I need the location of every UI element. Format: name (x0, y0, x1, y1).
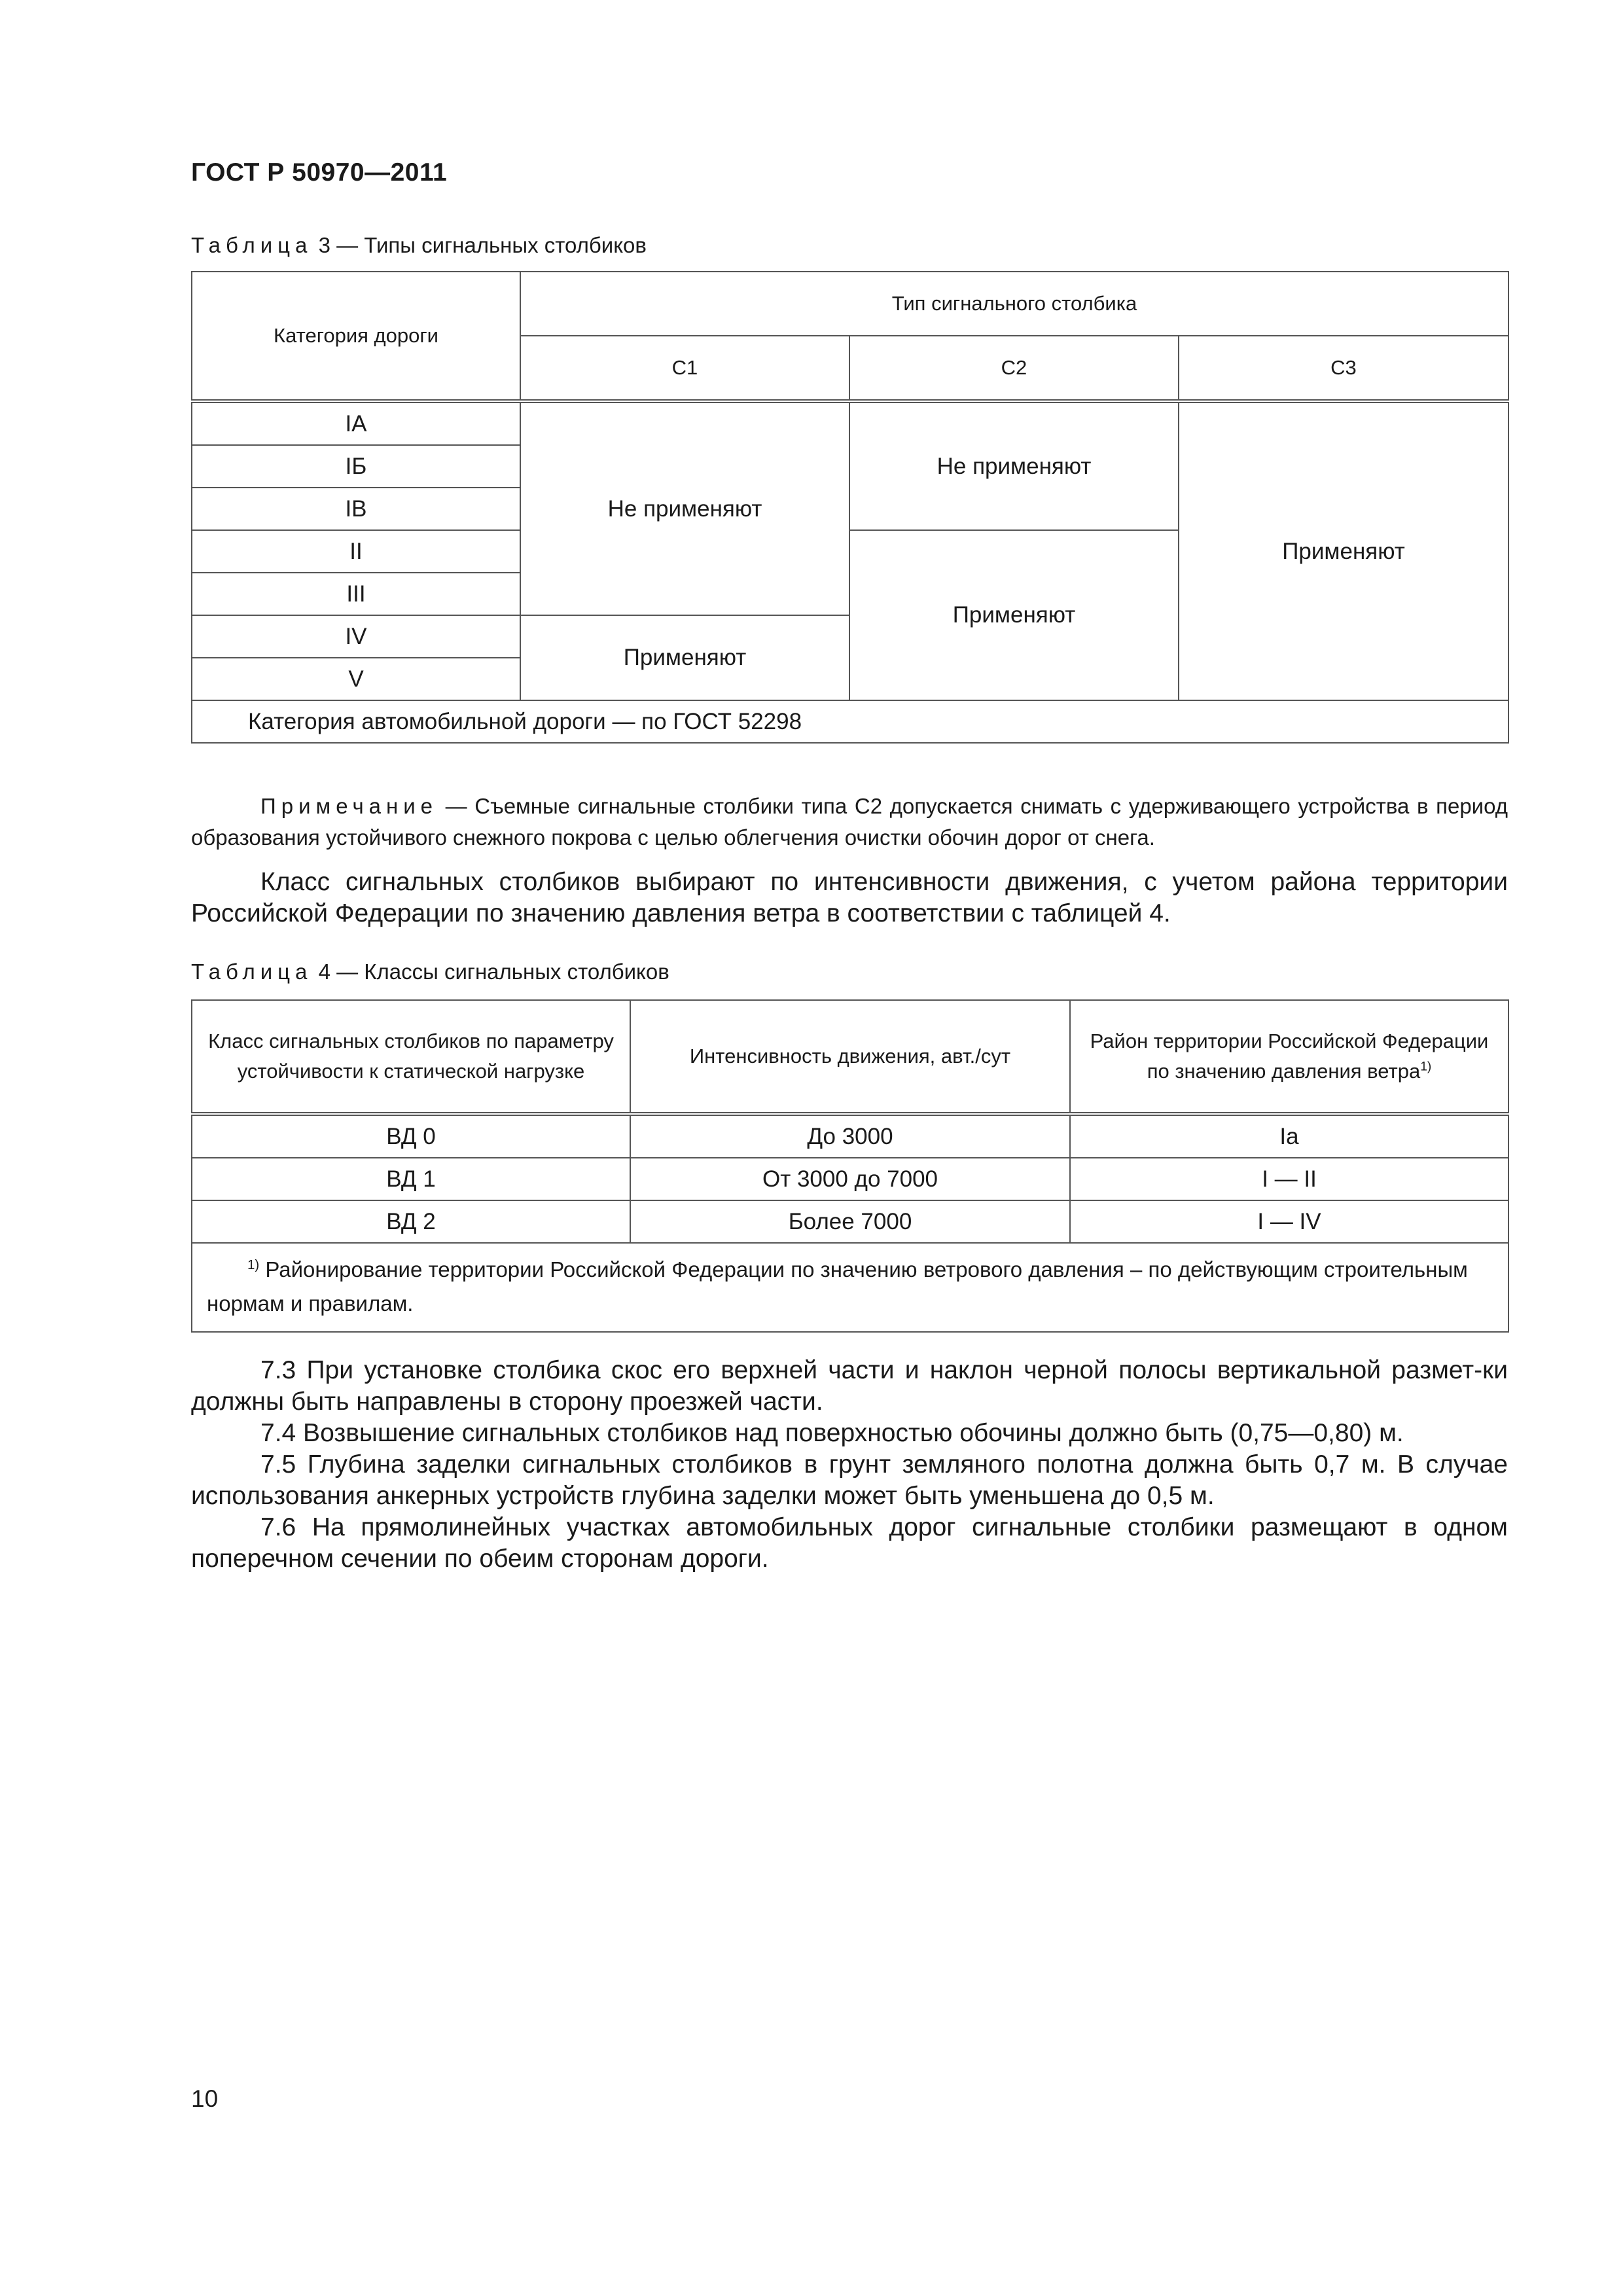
table3-category-cell: V (192, 658, 520, 700)
table3-category-cell: IА (192, 401, 520, 445)
table4-class-cell: ВД 0 (192, 1114, 630, 1158)
table4-caption (191, 960, 669, 984)
note-text: — Съемные сигнальные столбики типа С2 допускается снимать с удерживающего устройства в период образования устойчивого снежного покрова с целью облегчения очистки обочин дорог от снега. (191, 794, 1508, 850)
table-row (192, 1200, 1508, 1243)
table3-note (191, 791, 1508, 853)
paragraph-7-4: 7.4 Возвышение сигнальных столбиков над поверхностью обочины должно быть (0,75—0,80) м. (260, 1419, 1404, 1447)
table4-intensity-cell: До 3000 (630, 1114, 1070, 1158)
table4-header-region (1070, 1000, 1508, 1114)
table3-category-cell: IV (192, 615, 520, 658)
table3-c1-applied: Применяют (520, 615, 849, 700)
note-label: Примечание (260, 794, 438, 818)
table3 (191, 271, 1509, 744)
footnote-marker: 1) (247, 1257, 260, 1272)
document-header: ГОСТ Р 50970—2011 (191, 158, 448, 187)
table3-c2-applied: Применяют (849, 530, 1179, 700)
table4-intensity-cell: От 3000 до 7000 (630, 1158, 1070, 1200)
table4-footnote (192, 1243, 1508, 1332)
table4 (191, 999, 1509, 1333)
paragraph-7-5: 7.5 Глубина заделки сигнальных столбиков в грунт земляного полотна должна быть 0,7 м. В случае использования анкерных устройств глубина заделки может быть уменьшена до 0,5 м. (191, 1450, 1508, 1510)
paragraph-7-3: 7.3 При установке столбика скос его верхней части и наклон черной полосы вертикальной размет-ки должны быть направлены в сторону проезжей части. (191, 1356, 1508, 1416)
table4-header-intensity: Интенсивность движения, авт./сут (630, 1000, 1070, 1114)
table3-c3-applied: Применяют (1179, 401, 1508, 700)
table3-footer: Категория автомобильной дороги — по ГОСТ 52298 (192, 700, 1508, 743)
table3-header-c2: С2 (849, 336, 1179, 401)
table3-c1-not-applied: Не применяют (520, 401, 849, 615)
table3-category-cell: III (192, 573, 520, 615)
table-row (192, 1158, 1508, 1200)
table3-category-cell: II (192, 530, 520, 573)
table4-class-cell: ВД 2 (192, 1200, 630, 1243)
table3-c2-not-applied: Не применяют (849, 401, 1179, 530)
table4-footnote-text: Районирование территории Российской Федерации по значению ветрового давления – по действующим строительным нормам и правилам. (207, 1257, 1468, 1316)
table3-header-c3: С3 (1179, 336, 1508, 401)
table3-category-cell: IБ (192, 445, 520, 488)
table3-category-cell: IВ (192, 488, 520, 530)
table4-class-cell: ВД 1 (192, 1158, 630, 1200)
table4-caption-prefix: Таблица (191, 960, 313, 984)
page-number: 10 (191, 2085, 219, 2112)
table3-header-type-group: Тип сигнального столбика (520, 272, 1508, 336)
table4-caption-text: 4 — Классы сигнальных столбиков (318, 960, 669, 984)
paragraph-7-6: 7.6 На прямолинейных участках автомобильных дорог сигнальные столбики размещают в одном поперечном сечении по обеим сторонам дороги. (191, 1513, 1508, 1573)
footnote-marker: 1) (1420, 1060, 1432, 1074)
table4-region-cell: Iа (1070, 1114, 1508, 1158)
table-row (192, 1114, 1508, 1158)
table4-header-class: Класс сигнальных столбиков по параметру устойчивости к статической нагрузке (192, 1000, 630, 1114)
table3-caption-text: 3 — Типы сигнальных столбиков (318, 233, 647, 257)
table4-region-cell: I — II (1070, 1158, 1508, 1200)
table4-region-cell: I — IV (1070, 1200, 1508, 1243)
table4-intensity-cell: Более 7000 (630, 1200, 1070, 1243)
table4-header-region-text: Район территории Российской Федерации по значению давления ветра (1090, 1030, 1489, 1083)
table3-caption-prefix: Таблица (191, 233, 313, 257)
table3-header-category: Категория дороги (192, 272, 520, 401)
paragraph-class-selection: Класс сигнальных столбиков выбирают по интенсивности движения, с учетом района территории Российской Федерации по значению давления ветра в соответствии с таблицей 4. (191, 868, 1508, 927)
table3-header-c1: С1 (520, 336, 849, 401)
table3-caption (191, 233, 647, 258)
